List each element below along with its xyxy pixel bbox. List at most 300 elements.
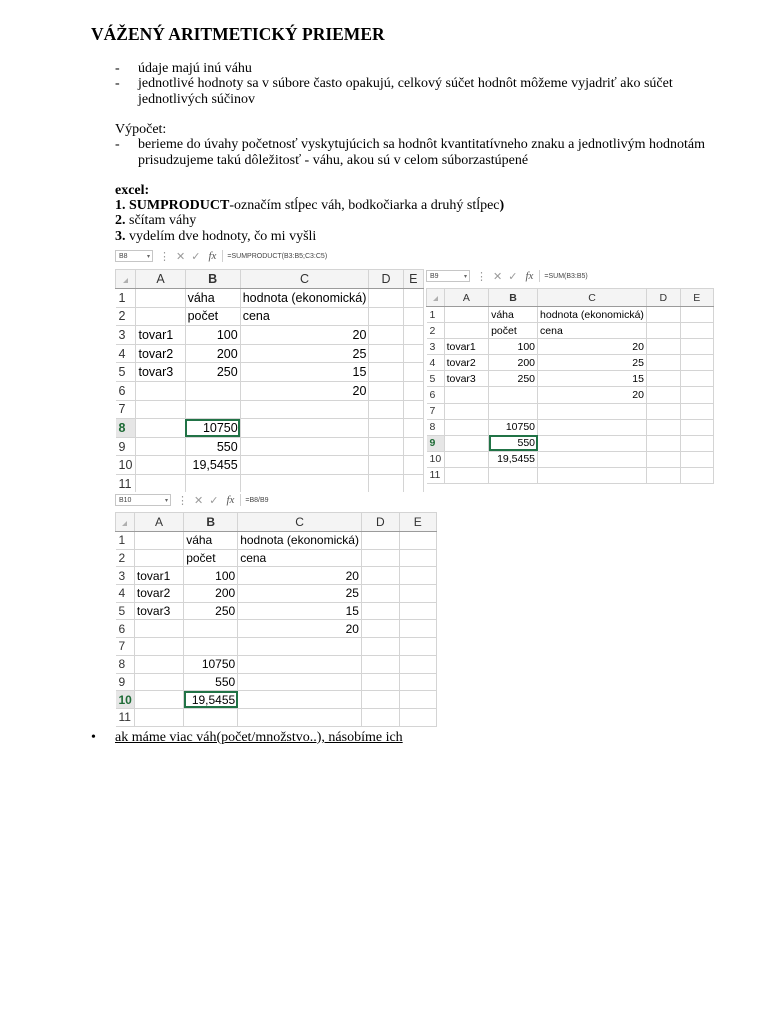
row-header[interactable]: 4 (116, 585, 135, 603)
cell[interactable] (403, 381, 423, 400)
column-header-row (116, 513, 437, 532)
cell[interactable] (680, 451, 713, 467)
table-row (116, 638, 437, 656)
cell[interactable]: váha (185, 289, 240, 308)
cell[interactable] (399, 691, 436, 709)
cell[interactable] (185, 474, 240, 493)
cell[interactable] (361, 549, 399, 567)
select-all-corner[interactable] (116, 270, 136, 289)
row-header[interactable]: 3 (116, 326, 136, 345)
cell[interactable] (361, 567, 399, 585)
step-function-name: SUMPRODUCT (129, 198, 230, 213)
cell[interactable] (136, 474, 185, 493)
excel-step-3 (115, 229, 316, 245)
cell[interactable]: cena (240, 307, 369, 326)
cell[interactable]: 15 (238, 602, 362, 620)
table-row (427, 451, 714, 467)
cell[interactable] (240, 419, 369, 438)
row-header[interactable]: 11 (116, 474, 136, 493)
cell[interactable] (399, 638, 436, 656)
cell[interactable] (646, 371, 680, 387)
cell[interactable]: 19,5455 (489, 451, 538, 467)
row-header[interactable]: 1 (116, 532, 135, 550)
step-number: 2. (115, 213, 126, 228)
select-all-corner[interactable] (116, 513, 135, 532)
column-header-b[interactable]: B (184, 513, 238, 532)
cell[interactable] (680, 371, 713, 387)
table-row (116, 437, 424, 456)
cell[interactable]: 20 (538, 387, 647, 403)
cell[interactable]: tovar1 (444, 339, 489, 355)
cell[interactable]: 25 (538, 355, 647, 371)
name-box[interactable] (426, 270, 470, 282)
cell[interactable] (361, 620, 399, 638)
row-header[interactable]: 3 (116, 567, 135, 585)
column-header-b[interactable]: B (489, 289, 538, 307)
cell[interactable]: 20 (238, 567, 362, 585)
column-header-e[interactable]: E (403, 270, 423, 289)
cell[interactable] (369, 419, 403, 438)
cell[interactable] (399, 673, 436, 691)
name-box[interactable] (115, 250, 153, 262)
cell[interactable] (489, 467, 538, 483)
chevron-down-icon[interactable]: ▾ (164, 498, 168, 504)
excel-heading: excel: (115, 183, 150, 198)
column-header-a[interactable]: A (136, 270, 185, 289)
cell[interactable] (134, 549, 183, 567)
cell[interactable] (134, 691, 183, 709)
more-dots-icon: ⋮ (177, 494, 188, 507)
step-text: -označím stĺpec váh, bodkočiarka a druhý stĺpec (229, 198, 500, 213)
excel-snippet-sum (426, 268, 714, 480)
cell[interactable] (403, 344, 423, 363)
cell[interactable] (185, 381, 240, 400)
row-header[interactable]: 2 (116, 549, 135, 567)
cell[interactable]: 15 (538, 371, 647, 387)
cell[interactable]: 19,5455 (184, 691, 238, 709)
cell[interactable]: 10750 (184, 655, 238, 673)
cell[interactable] (361, 585, 399, 603)
cell[interactable] (134, 708, 183, 726)
cell[interactable]: 100 (184, 567, 238, 585)
cell[interactable] (403, 400, 423, 419)
row-header[interactable]: 1 (427, 307, 445, 323)
spreadsheet-grid (115, 269, 424, 494)
cell[interactable] (444, 467, 489, 483)
cell[interactable] (444, 387, 489, 403)
cell[interactable] (489, 387, 538, 403)
excel-snippet-division (115, 492, 437, 725)
cell[interactable] (399, 655, 436, 673)
intro-item-text: jednotlivé hodnoty sa v súbore často opakujú, celkový súčet hodnôt môžeme vyjadriť ako súčet jednotlivých súčinov (138, 76, 673, 107)
cell[interactable]: počet (184, 549, 238, 567)
cell[interactable]: 20 (240, 326, 369, 345)
row-header[interactable]: 1 (116, 289, 136, 308)
column-header-a[interactable]: A (444, 289, 489, 307)
dash-marker: - (115, 137, 120, 152)
cell[interactable]: 550 (489, 435, 538, 451)
table-row (427, 403, 714, 419)
step-number: 3. (115, 229, 126, 244)
cell[interactable] (680, 339, 713, 355)
cell[interactable]: 200 (489, 355, 538, 371)
cell[interactable] (538, 435, 647, 451)
cell[interactable]: 550 (185, 437, 240, 456)
column-header-d[interactable]: D (646, 289, 680, 307)
page-title: VÁŽENÝ ARITMETICKÝ PRIEMER (91, 24, 385, 44)
select-all-corner[interactable] (427, 289, 445, 307)
table-row (116, 456, 424, 475)
cell[interactable] (680, 419, 713, 435)
cell[interactable]: tovar2 (136, 344, 185, 363)
row-header[interactable]: 2 (116, 307, 136, 326)
row-header[interactable]: 2 (427, 323, 445, 339)
cell[interactable] (238, 691, 362, 709)
cancel-icon[interactable]: ✕ (194, 494, 204, 507)
cell[interactable]: tovar3 (444, 371, 489, 387)
table-row (116, 419, 424, 438)
column-header-c[interactable]: C (240, 270, 369, 289)
cell[interactable]: 20 (538, 339, 647, 355)
row-header[interactable]: 3 (427, 339, 445, 355)
cell[interactable] (134, 620, 183, 638)
calc-item-text: berieme do úvahy početnosť vyskytujúcich sa hodnôt kvantitatívneho znaku a jednotlivým hodnotám prisudzujeme takú dôležitosť - váhu, akou sú v celom súborzastúpené (138, 137, 706, 168)
column-header-e[interactable]: E (680, 289, 713, 307)
cell[interactable] (369, 381, 403, 400)
table-row (427, 355, 714, 371)
insert-function-icon[interactable]: fx (525, 270, 534, 282)
table-row (116, 691, 437, 709)
table-row (116, 363, 424, 382)
more-dots-icon: ⋮ (159, 250, 170, 263)
cell[interactable]: tovar2 (134, 585, 183, 603)
cell[interactable] (538, 419, 647, 435)
cell[interactable] (240, 437, 369, 456)
cell[interactable] (369, 474, 403, 493)
table-row (116, 673, 437, 691)
chevron-down-icon[interactable]: ▾ (463, 274, 467, 280)
cell[interactable]: 19,5455 (185, 456, 240, 475)
select-all-triangle-icon[interactable] (123, 278, 128, 283)
row-header[interactable]: 10 (116, 456, 136, 475)
formula-bar (426, 268, 714, 284)
cell[interactable] (680, 323, 713, 339)
cell[interactable] (136, 381, 185, 400)
cell[interactable] (238, 673, 362, 691)
row-header[interactable]: 7 (116, 638, 135, 656)
column-header-c[interactable]: C (538, 289, 647, 307)
cell[interactable] (361, 655, 399, 673)
cell[interactable] (403, 437, 423, 456)
table-row (116, 381, 424, 400)
cell[interactable] (399, 602, 436, 620)
cell[interactable] (369, 437, 403, 456)
cell[interactable] (403, 419, 423, 438)
cell[interactable]: tovar3 (134, 602, 183, 620)
row-header[interactable]: 8 (116, 655, 135, 673)
table-row (116, 620, 437, 638)
cell[interactable] (369, 326, 403, 345)
formula-bar (115, 247, 424, 265)
cell[interactable] (369, 400, 403, 419)
row-header[interactable]: 9 (427, 435, 445, 451)
cell[interactable] (646, 451, 680, 467)
table-row (427, 419, 714, 435)
cell[interactable] (361, 532, 399, 550)
column-header-d[interactable]: D (361, 513, 399, 532)
step-text: sčítam váhy (125, 213, 197, 228)
row-header[interactable]: 5 (116, 363, 136, 382)
cell[interactable]: 250 (185, 363, 240, 382)
cell[interactable] (646, 387, 680, 403)
cell[interactable] (136, 400, 185, 419)
cell[interactable] (399, 620, 436, 638)
cell[interactable] (361, 638, 399, 656)
row-header[interactable]: 6 (116, 381, 136, 400)
formula-input[interactable]: =SUM(B3:B5) (539, 270, 714, 282)
cell[interactable]: 550 (184, 673, 238, 691)
enter-check-icon[interactable]: ✓ (508, 270, 518, 283)
cell[interactable] (240, 400, 369, 419)
cell[interactable] (240, 456, 369, 475)
name-box-value: B8 (119, 252, 128, 260)
cell[interactable] (538, 403, 647, 419)
select-all-triangle-icon[interactable] (433, 296, 438, 301)
cell[interactable] (399, 585, 436, 603)
column-header-row (427, 289, 714, 307)
calc-heading: Výpočet: (115, 122, 167, 137)
table-row (427, 339, 714, 355)
cell[interactable] (646, 403, 680, 419)
row-header[interactable]: 11 (116, 708, 135, 726)
name-box-value: B10 (119, 496, 132, 504)
table-row (116, 567, 437, 585)
cell[interactable] (680, 467, 713, 483)
cell[interactable]: váha (489, 307, 538, 323)
table-row (116, 474, 424, 493)
cell[interactable]: 200 (185, 344, 240, 363)
select-all-triangle-icon[interactable] (122, 521, 127, 526)
formula-input[interactable]: =B8/B9 (240, 494, 437, 506)
cell[interactable] (444, 403, 489, 419)
row-header[interactable]: 5 (427, 371, 445, 387)
step-number: 1. (115, 198, 126, 213)
cell[interactable] (361, 602, 399, 620)
name-box[interactable] (115, 494, 171, 506)
cell[interactable]: počet (185, 307, 240, 326)
cell[interactable] (680, 387, 713, 403)
cell[interactable] (238, 638, 362, 656)
cell[interactable] (680, 403, 713, 419)
cell[interactable] (184, 620, 238, 638)
table-row (427, 435, 714, 451)
cell[interactable] (680, 307, 713, 323)
insert-function-icon[interactable]: fx (208, 250, 217, 262)
table-row (116, 655, 437, 673)
insert-function-icon[interactable]: fx (226, 494, 235, 506)
cell[interactable] (369, 456, 403, 475)
cell[interactable] (444, 435, 489, 451)
cell[interactable] (403, 474, 423, 493)
table-row (116, 708, 437, 726)
cell[interactable] (399, 549, 436, 567)
cell[interactable] (680, 435, 713, 451)
cell[interactable] (646, 307, 680, 323)
step-end: ) (499, 198, 505, 213)
table-row (116, 532, 437, 550)
name-box-value: B9 (430, 272, 439, 280)
cell[interactable]: 250 (489, 371, 538, 387)
cell[interactable]: tovar3 (136, 363, 185, 382)
cell[interactable] (646, 339, 680, 355)
column-header-a[interactable]: A (134, 513, 183, 532)
row-header[interactable]: 9 (116, 673, 135, 691)
cell[interactable]: 20 (240, 381, 369, 400)
cell[interactable]: 10750 (185, 419, 240, 438)
table-row (427, 371, 714, 387)
row-header[interactable]: 4 (427, 355, 445, 371)
row-header[interactable]: 5 (116, 602, 135, 620)
cell[interactable]: 25 (240, 344, 369, 363)
row-header[interactable]: 10 (427, 451, 445, 467)
row-header[interactable]: 7 (427, 403, 445, 419)
cell[interactable] (538, 467, 647, 483)
cell[interactable]: 100 (489, 339, 538, 355)
cell[interactable]: hodnota (ekonomická) (538, 307, 647, 323)
cell[interactable]: 200 (184, 585, 238, 603)
cell[interactable] (361, 673, 399, 691)
formula-input[interactable]: =SUMPRODUCT(B3:B5;C3:C5) (222, 250, 424, 262)
cell[interactable]: cena (238, 549, 362, 567)
excel-snippet-sumproduct (115, 247, 424, 491)
table-row (427, 307, 714, 323)
row-header[interactable]: 6 (427, 387, 445, 403)
cell[interactable] (444, 307, 489, 323)
row-header[interactable]: 8 (427, 419, 445, 435)
table-row (116, 307, 424, 326)
cell[interactable] (646, 435, 680, 451)
column-header-d[interactable]: D (369, 270, 403, 289)
cell[interactable]: počet (489, 323, 538, 339)
row-header[interactable]: 10 (116, 691, 135, 709)
cell[interactable] (184, 708, 238, 726)
cell[interactable]: tovar1 (136, 326, 185, 345)
row-header[interactable]: 7 (116, 400, 136, 419)
cell[interactable]: 25 (238, 585, 362, 603)
dash-marker: - (115, 76, 120, 91)
chevron-down-icon[interactable]: ▾ (146, 254, 150, 260)
cell[interactable] (361, 708, 399, 726)
table-row (116, 344, 424, 363)
more-dots-icon: ⋮ (476, 270, 487, 283)
dash-marker: - (115, 61, 120, 76)
cell[interactable]: 10750 (489, 419, 538, 435)
cell[interactable] (403, 326, 423, 345)
cell[interactable]: 250 (184, 602, 238, 620)
cell[interactable]: hodnota (ekonomická) (238, 532, 362, 550)
cell[interactable] (369, 363, 403, 382)
cell[interactable] (403, 289, 423, 308)
cell[interactable] (136, 456, 185, 475)
column-header-e[interactable]: E (399, 513, 436, 532)
final-bullet-text: ak máme viac váh(počet/množstvo..), násobíme ich (115, 730, 403, 745)
bullet-marker: • (91, 730, 96, 745)
row-header[interactable]: 9 (116, 437, 136, 456)
enter-check-icon[interactable]: ✓ (191, 250, 201, 263)
enter-check-icon[interactable]: ✓ (209, 494, 219, 507)
cell[interactable]: 20 (238, 620, 362, 638)
cancel-icon[interactable]: ✕ (176, 250, 186, 263)
table-row (116, 289, 424, 308)
cell[interactable] (403, 307, 423, 326)
cell[interactable] (240, 474, 369, 493)
spreadsheet-grid (426, 288, 714, 484)
intro-item-text: údaje majú inú váhu (138, 61, 252, 76)
row-header[interactable]: 11 (427, 467, 445, 483)
cell[interactable] (444, 419, 489, 435)
cell[interactable] (134, 638, 183, 656)
cell[interactable]: hodnota (ekonomická) (240, 289, 369, 308)
cell[interactable] (134, 673, 183, 691)
cell[interactable] (238, 655, 362, 673)
cell[interactable] (136, 419, 185, 438)
cell[interactable]: tovar1 (134, 567, 183, 585)
cell[interactable] (403, 363, 423, 382)
cell[interactable] (399, 567, 436, 585)
cell[interactable] (646, 467, 680, 483)
table-row (116, 326, 424, 345)
cell[interactable] (369, 344, 403, 363)
cell[interactable] (646, 419, 680, 435)
cell[interactable] (369, 289, 403, 308)
cell[interactable] (399, 708, 436, 726)
cell[interactable] (444, 451, 489, 467)
cell[interactable] (134, 655, 183, 673)
cell[interactable]: váha (184, 532, 238, 550)
cell[interactable]: 15 (240, 363, 369, 382)
column-header-c[interactable]: C (238, 513, 362, 532)
cell[interactable] (136, 437, 185, 456)
column-header-b[interactable]: B (185, 270, 240, 289)
cell[interactable] (136, 307, 185, 326)
row-header[interactable]: 6 (116, 620, 135, 638)
cell[interactable] (680, 355, 713, 371)
table-row (116, 400, 424, 419)
cell[interactable] (646, 323, 680, 339)
cell[interactable] (399, 532, 436, 550)
cell[interactable] (444, 323, 489, 339)
cell[interactable] (403, 456, 423, 475)
cell[interactable] (238, 708, 362, 726)
cancel-icon[interactable]: ✕ (493, 270, 503, 283)
cell[interactable]: 100 (185, 326, 240, 345)
cell[interactable] (184, 638, 238, 656)
row-header[interactable]: 8 (116, 419, 136, 438)
cell[interactable] (369, 307, 403, 326)
cell[interactable] (134, 532, 183, 550)
cell[interactable]: cena (538, 323, 647, 339)
column-header-row (116, 270, 424, 289)
cell[interactable] (185, 400, 240, 419)
row-header[interactable]: 4 (116, 344, 136, 363)
cell[interactable] (361, 691, 399, 709)
cell[interactable]: tovar2 (444, 355, 489, 371)
table-row (427, 387, 714, 403)
cell[interactable] (538, 451, 647, 467)
cell[interactable] (489, 403, 538, 419)
cell[interactable] (646, 355, 680, 371)
cell[interactable] (136, 289, 185, 308)
